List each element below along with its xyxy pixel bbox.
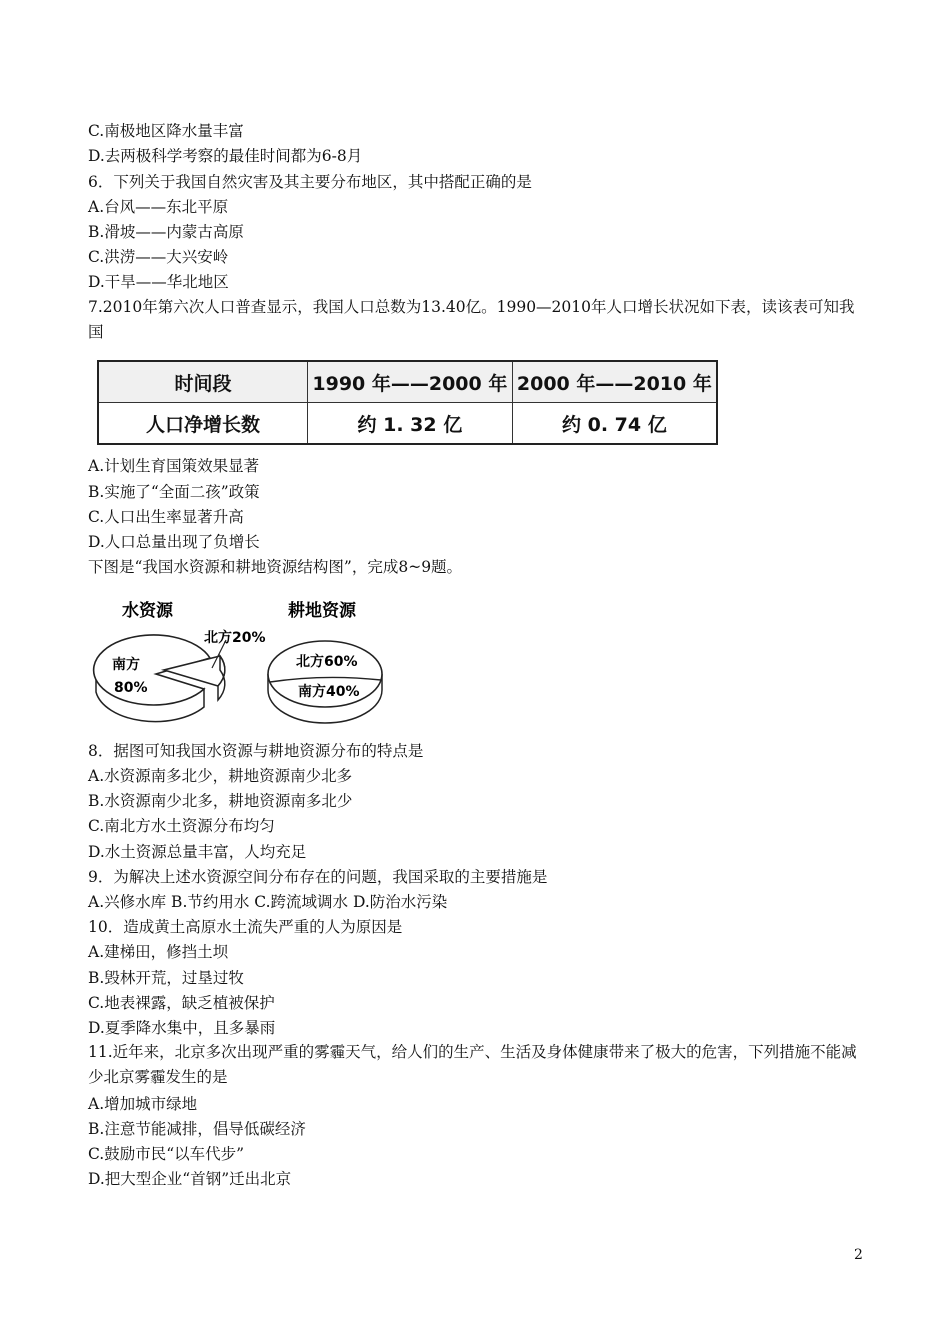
option-c-antarctic: C.南极地区降水量丰富 <box>88 122 244 140</box>
population-growth-table <box>97 360 718 445</box>
question-6: 6．下列关于我国自然灾害及其主要分布地区，其中搭配正确的是 <box>88 173 532 191</box>
q9-options: A.兴修水库 B.节约用水 C.跨流域调水 D.防治水污染 <box>88 893 448 911</box>
table-header-cell: 1990 年——2000 年 <box>308 361 513 403</box>
q8-option-b: B.水资源南少北多，耕地资源南多北少 <box>88 792 353 810</box>
table-row <box>98 403 717 445</box>
table-cell: 约 1. 32 亿 <box>308 403 513 445</box>
q11-option-b: B.注意节能减排，倡导低碳经济 <box>88 1120 306 1138</box>
question-9: 9．为解决上述水资源空间分布存在的问题，我国采取的主要措施是 <box>88 868 548 886</box>
q10-option-a: A.建梯田，修挡土坝 <box>88 943 229 961</box>
water-south-label: 南方 <box>112 657 140 673</box>
question-10: 10．造成黄土高原水土流失严重的人为原因是 <box>88 918 403 936</box>
farmland-south-label: 南方40% <box>298 684 360 700</box>
q7-option-b: B.实施了“全面二孩”政策 <box>88 483 260 501</box>
q6-option-b: B.滑坡——内蒙古高原 <box>88 223 244 241</box>
q8-option-d: D.水土资源总量丰富，人均充足 <box>88 843 307 861</box>
table-header-cell: 时间段 <box>98 361 308 403</box>
q11-option-d: D.把大型企业“首钢”迁出北京 <box>88 1170 292 1188</box>
question-7: 7.2010年第六次人口普查显示，我国人口总数为13.40亿。1990—2010年人口增长状况如下表，读该表可知我国 <box>88 298 855 341</box>
q7-option-a: A.计划生育国策效果显著 <box>88 457 260 475</box>
q10-option-d: D.夏季降水集中，且多暴雨 <box>88 1019 276 1037</box>
table-row <box>98 361 717 403</box>
q11-option-c: C.鼓励市民“以车代步” <box>88 1145 245 1163</box>
water-north-label: 北方20% <box>204 630 266 646</box>
farmland-pie-title: 耕地资源 <box>288 601 356 621</box>
q7-option-d: D.人口总量出现了负增长 <box>88 533 260 551</box>
q6-option-d: D.干旱——华北地区 <box>88 273 229 291</box>
q8-option-c: C.南北方水土资源分布均匀 <box>88 817 275 835</box>
water-pie-title: 水资源 <box>122 601 173 621</box>
table-header-cell: 2000 年——2010 年 <box>512 361 717 403</box>
resource-pie-charts <box>92 596 392 736</box>
question-8: 8．据图可知我国水资源与耕地资源分布的特点是 <box>88 742 424 760</box>
table-cell: 约 0. 74 亿 <box>512 403 717 445</box>
figure-intro: 下图是“我国水资源和耕地资源结构图”，完成8~9题。 <box>88 558 463 576</box>
q10-option-c: C.地表裸露，缺乏植被保护 <box>88 994 275 1012</box>
option-d-polar-expedition: D.去两极科学考察的最佳时间都为6-8月 <box>88 147 363 165</box>
q10-option-b: B.毁林开荒，过垦过牧 <box>88 969 244 987</box>
q7-option-c: C.人口出生率显著升高 <box>88 508 244 526</box>
page-number: 2 <box>854 1247 863 1263</box>
water-south-value: 80% <box>114 680 148 696</box>
farmland-north-label: 北方60% <box>296 654 358 670</box>
q8-option-a: A.水资源南多北少，耕地资源南少北多 <box>88 767 353 785</box>
table-cell: 人口净增长数 <box>98 403 308 445</box>
q11-option-a: A.增加城市绿地 <box>88 1095 198 1113</box>
water-pie <box>94 635 226 722</box>
q6-option-c: C.洪涝——大兴安岭 <box>88 248 229 266</box>
q6-option-a: A.台风——东北平原 <box>88 198 229 216</box>
question-11: 11.近年来，北京多次出现严重的雾霾天气，给人们的生产、生活及身体健康带来了极大的危害，下列措施不能减少北京雾霾发生的是 <box>88 1043 857 1086</box>
